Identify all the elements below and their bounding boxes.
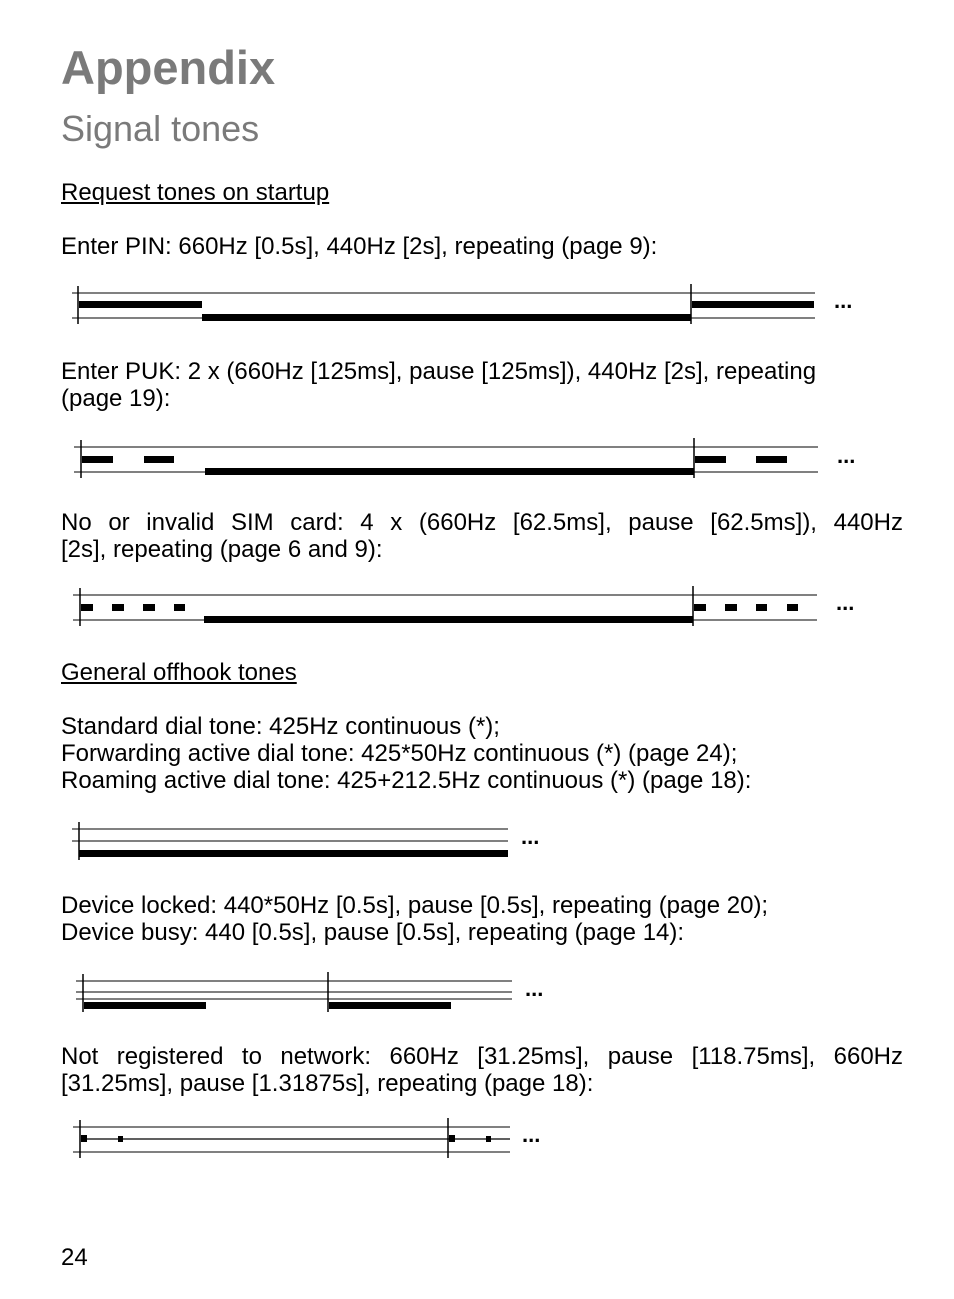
paragraph-sim-card bbox=[61, 509, 903, 563]
page-number: 24 bbox=[61, 1244, 88, 1271]
tone-high bbox=[82, 456, 113, 463]
page-subtitle: Signal tones bbox=[61, 108, 260, 149]
tone-high bbox=[112, 604, 124, 611]
continuation-mark: ... bbox=[837, 443, 856, 468]
text-line: (page 19): bbox=[61, 385, 171, 412]
page-title: Appendix bbox=[61, 41, 276, 94]
tone-high bbox=[143, 604, 155, 611]
tone-high bbox=[81, 604, 93, 611]
tone-low bbox=[205, 468, 694, 475]
tone-diagram-device-locked bbox=[0, 970, 954, 1014]
text-line: No or invalid SIM card: 4 x (660Hz [62.5ms], pause [62.5ms]), 440Hz bbox=[61, 509, 903, 536]
text-line: Device busy: 440 [0.5s], pause [0.5s], repeating (page 14): bbox=[61, 919, 685, 946]
text-line: Not registered to network: 660Hz [31.25ms], pause [118.75ms], 660Hz bbox=[61, 1043, 903, 1070]
tone-high bbox=[756, 604, 767, 611]
tone-high bbox=[174, 604, 185, 611]
continuation-mark: ... bbox=[522, 1122, 541, 1147]
continuation-mark: ... bbox=[836, 590, 855, 615]
tone-blip bbox=[118, 1136, 123, 1142]
text-line: Enter PUK: 2 x (660Hz [125ms], pause [125ms]), 440Hz [2s], repeating bbox=[61, 358, 817, 385]
text-line: [2s], repeating (page 6 and 9): bbox=[61, 536, 383, 563]
tone-segment bbox=[329, 1002, 451, 1009]
section-heading-offhook-tones: General offhook tones bbox=[61, 659, 297, 686]
text-line: Enter PIN: 660Hz [0.5s], 440Hz [2s], repeating (page 9): bbox=[61, 233, 658, 260]
paragraph-not-registered bbox=[61, 1043, 903, 1097]
tone-high bbox=[694, 604, 706, 611]
text-line: Roaming active dial tone: 425+212.5Hz continuous (*) (page 18): bbox=[61, 767, 752, 794]
text-line: [31.25ms], pause [1.31875s], repeating (page 18): bbox=[61, 1070, 594, 1097]
tone-blip bbox=[81, 1135, 87, 1142]
tone-continuous bbox=[79, 850, 508, 857]
tone-low bbox=[204, 616, 693, 623]
text-line: Device locked: 440*50Hz [0.5s], pause [0.5s], repeating (page 20); bbox=[61, 892, 769, 919]
paragraph-device-locked bbox=[61, 892, 903, 946]
text-line: Forwarding active dial tone: 425*50Hz continuous (*) (page 24); bbox=[61, 740, 738, 767]
tone-high bbox=[692, 301, 814, 308]
paragraph-dial-tones bbox=[61, 713, 903, 794]
continuation-mark: ... bbox=[521, 824, 540, 849]
tone-high bbox=[756, 456, 787, 463]
tone-diagram-enter-puk bbox=[0, 436, 954, 480]
tone-low bbox=[202, 314, 691, 321]
tone-high bbox=[787, 604, 798, 611]
text-line: Standard dial tone: 425Hz continuous (*); bbox=[61, 713, 500, 740]
paragraph-enter-puk bbox=[61, 358, 903, 412]
tone-diagram-enter-pin bbox=[0, 282, 954, 326]
tone-high bbox=[144, 456, 174, 463]
tone-diagram-dial-tone bbox=[0, 818, 954, 862]
tone-blip bbox=[486, 1136, 491, 1142]
tone-high bbox=[79, 301, 202, 308]
continuation-mark: ... bbox=[834, 288, 853, 313]
tone-diagram-not-registered bbox=[0, 1116, 954, 1160]
paragraph-enter-pin bbox=[61, 233, 903, 260]
continuation-mark: ... bbox=[525, 976, 544, 1001]
tone-high bbox=[695, 456, 726, 463]
tone-high bbox=[725, 604, 737, 611]
tone-diagram-sim-card bbox=[0, 584, 954, 628]
tone-blip bbox=[449, 1135, 455, 1142]
section-heading-request-tones: Request tones on startup bbox=[61, 179, 330, 206]
tone-segment bbox=[84, 1002, 206, 1009]
